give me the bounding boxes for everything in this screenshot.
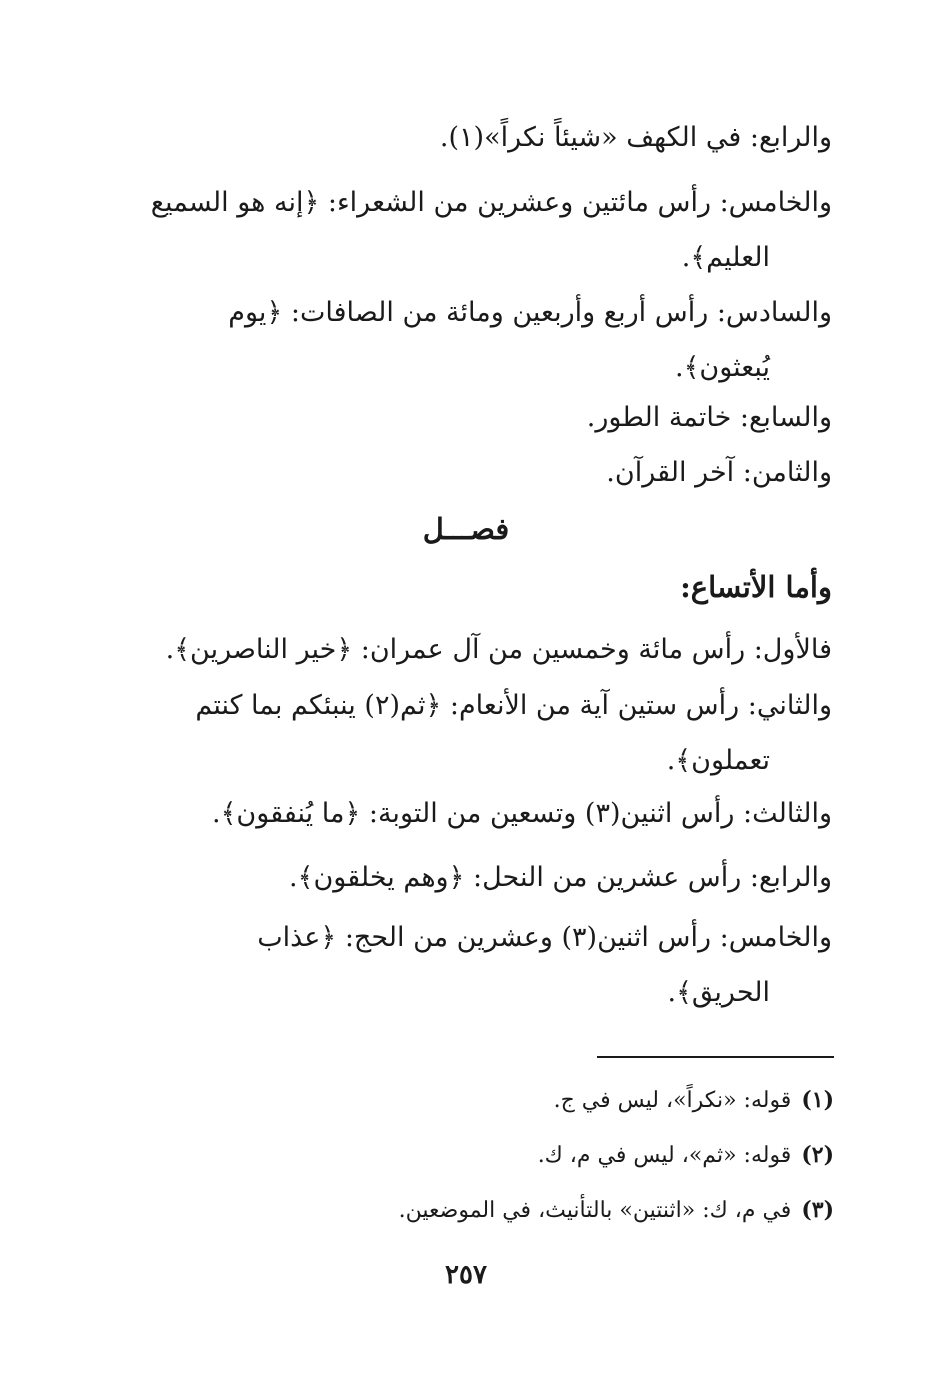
text-line: والثامن: آخر القرآن. — [606, 457, 832, 488]
text-line: والثاني: رأس ستين آية من الأنعام: ﴿ثم(٢) ينبئكم بما كنتم — [195, 690, 832, 721]
footnote-number: (٣) — [801, 1197, 834, 1223]
line-thalith-tawba — [95, 786, 832, 841]
footnote-number: (١) — [801, 1087, 834, 1113]
line-awwal-imran — [95, 622, 832, 677]
subheading: وأما الأتساع: — [680, 570, 832, 604]
line-rabi-kahf — [95, 110, 832, 165]
text-line: فالأول: رأس مائة وخمسين من آل عمران: ﴿خير الناصرين﴾. — [165, 634, 832, 665]
footnote-divider — [597, 1056, 834, 1058]
text-line: والرابع: رأس عشرين من النحل: ﴿وهم يخلقون﴾. — [289, 862, 832, 893]
footnote-3 — [399, 1192, 834, 1229]
footnote-text: في م، ك: «اثنتين» بالتأنيث، في الموضعين. — [398, 1198, 792, 1223]
line-sabi-tur — [95, 390, 832, 445]
page-number: ٢٥٧ — [445, 1260, 487, 1290]
text-line: والثالث: رأس اثنين(٣) وتسعين من التوبة: ﴿ما يُنفقون﴾. — [212, 798, 832, 829]
footnote-1 — [554, 1082, 834, 1119]
text-line: والخامس: رأس اثنين(٣) وعشرين من الحج: ﴿عذاب — [257, 922, 832, 953]
line-rabi-nahl — [95, 850, 832, 905]
text-line: والخامس: رأس مائتين وعشرين من الشعراء: ﴿إنه هو السميع — [150, 187, 832, 218]
footnote-2 — [538, 1137, 834, 1174]
line-sadis-saffat — [95, 285, 832, 395]
line-khamis-shuara — [95, 175, 832, 285]
text-line-continuation: تعملون﴾. — [666, 745, 770, 776]
line-khamis-hajj — [95, 910, 832, 1020]
text-line: والسادس: رأس أربع وأربعين ومائة من الصافات: ﴿يوم — [228, 297, 832, 328]
footnote-text: قوله: «ثم»، ليس في م، ك. — [537, 1143, 792, 1168]
footnote-text: قوله: «نكراً»، ليس في ج. — [553, 1088, 792, 1113]
text-line-continuation: يُبعثون﴾. — [674, 352, 770, 383]
line-thani-anam — [95, 678, 832, 788]
section-heading: فصـــل — [422, 512, 510, 546]
text-line-continuation: العليم﴾. — [681, 242, 770, 273]
footnote-number: (٢) — [801, 1142, 834, 1168]
text-line-continuation: الحريق﴾. — [667, 977, 770, 1008]
text-line: والرابع: في الكهف «شيئاً نكراً»(١). — [439, 122, 832, 153]
text-line: والسابع: خاتمة الطور. — [586, 402, 832, 433]
line-thamin-quran — [95, 445, 832, 500]
